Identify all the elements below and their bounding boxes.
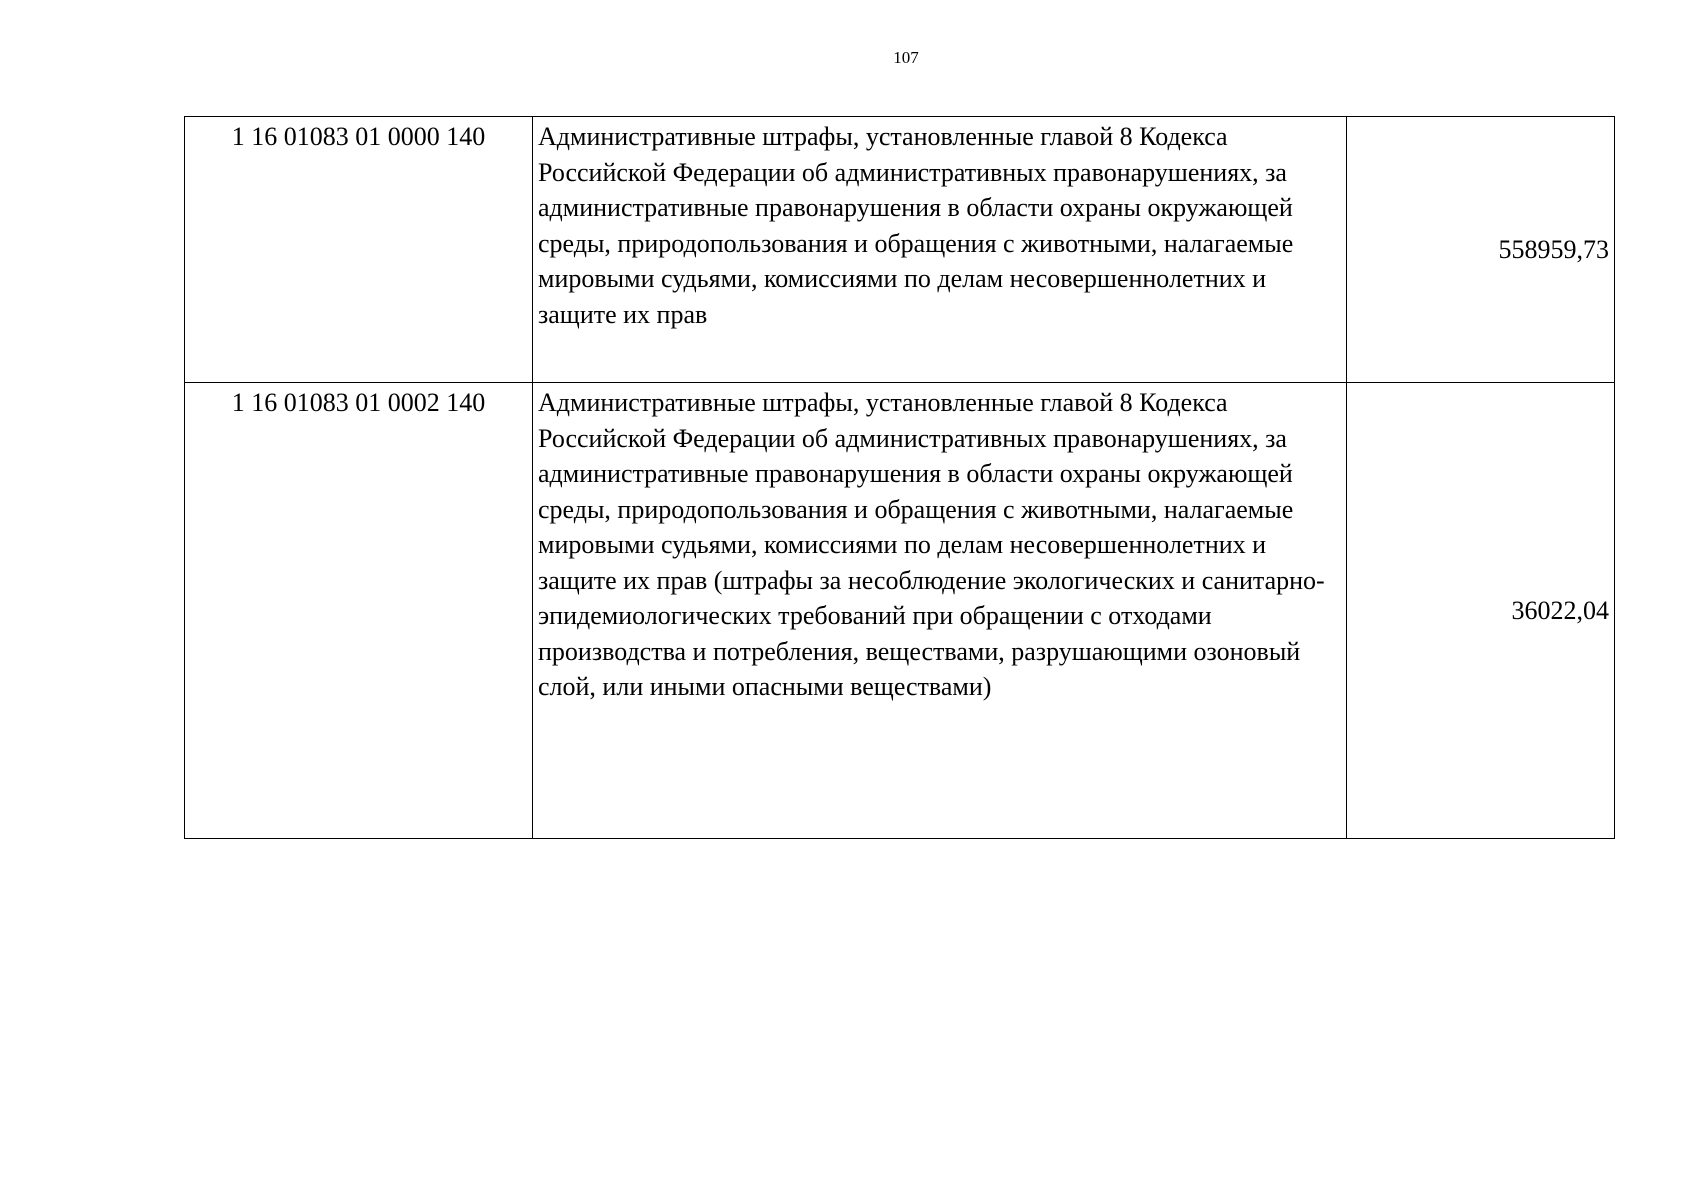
table-row xyxy=(185,117,1615,383)
budget-code-cell: 1 16 01083 01 0002 140 xyxy=(185,383,533,839)
amount-cell: 36022,04 xyxy=(1347,383,1615,839)
table-row xyxy=(185,383,1615,839)
page-number: 107 xyxy=(893,48,919,67)
amount-cell: 558959,73 xyxy=(1347,117,1615,383)
budget-table xyxy=(184,116,1615,839)
description-cell: Административные штрафы, установленные главой 8 Кодекса Российской Федерации об административных правонарушениях, за административные правонарушения в области охраны окружающей среды, природопользования и обращения с животными, налагаемые мировыми судьями, комиссиями по делам несовершеннолетних и защите их прав xyxy=(533,117,1347,383)
budget-code-cell: 1 16 01083 01 0000 140 xyxy=(185,117,533,383)
description-cell: Административные штрафы, установленные главой 8 Кодекса Российской Федерации об административных правонарушениях, за административные правонарушения в области охраны окружающей среды, природопользования и обращения с животными, налагаемые мировыми судьями, комиссиями по делам несовершеннолетних и защите их прав (штрафы за несоблюдение экологических и санитарно-эпидемиологических требований при обращении с отходами производства и потребления, веществами, разрушающими озоновый слой, или иными опасными веществами) xyxy=(533,383,1347,839)
